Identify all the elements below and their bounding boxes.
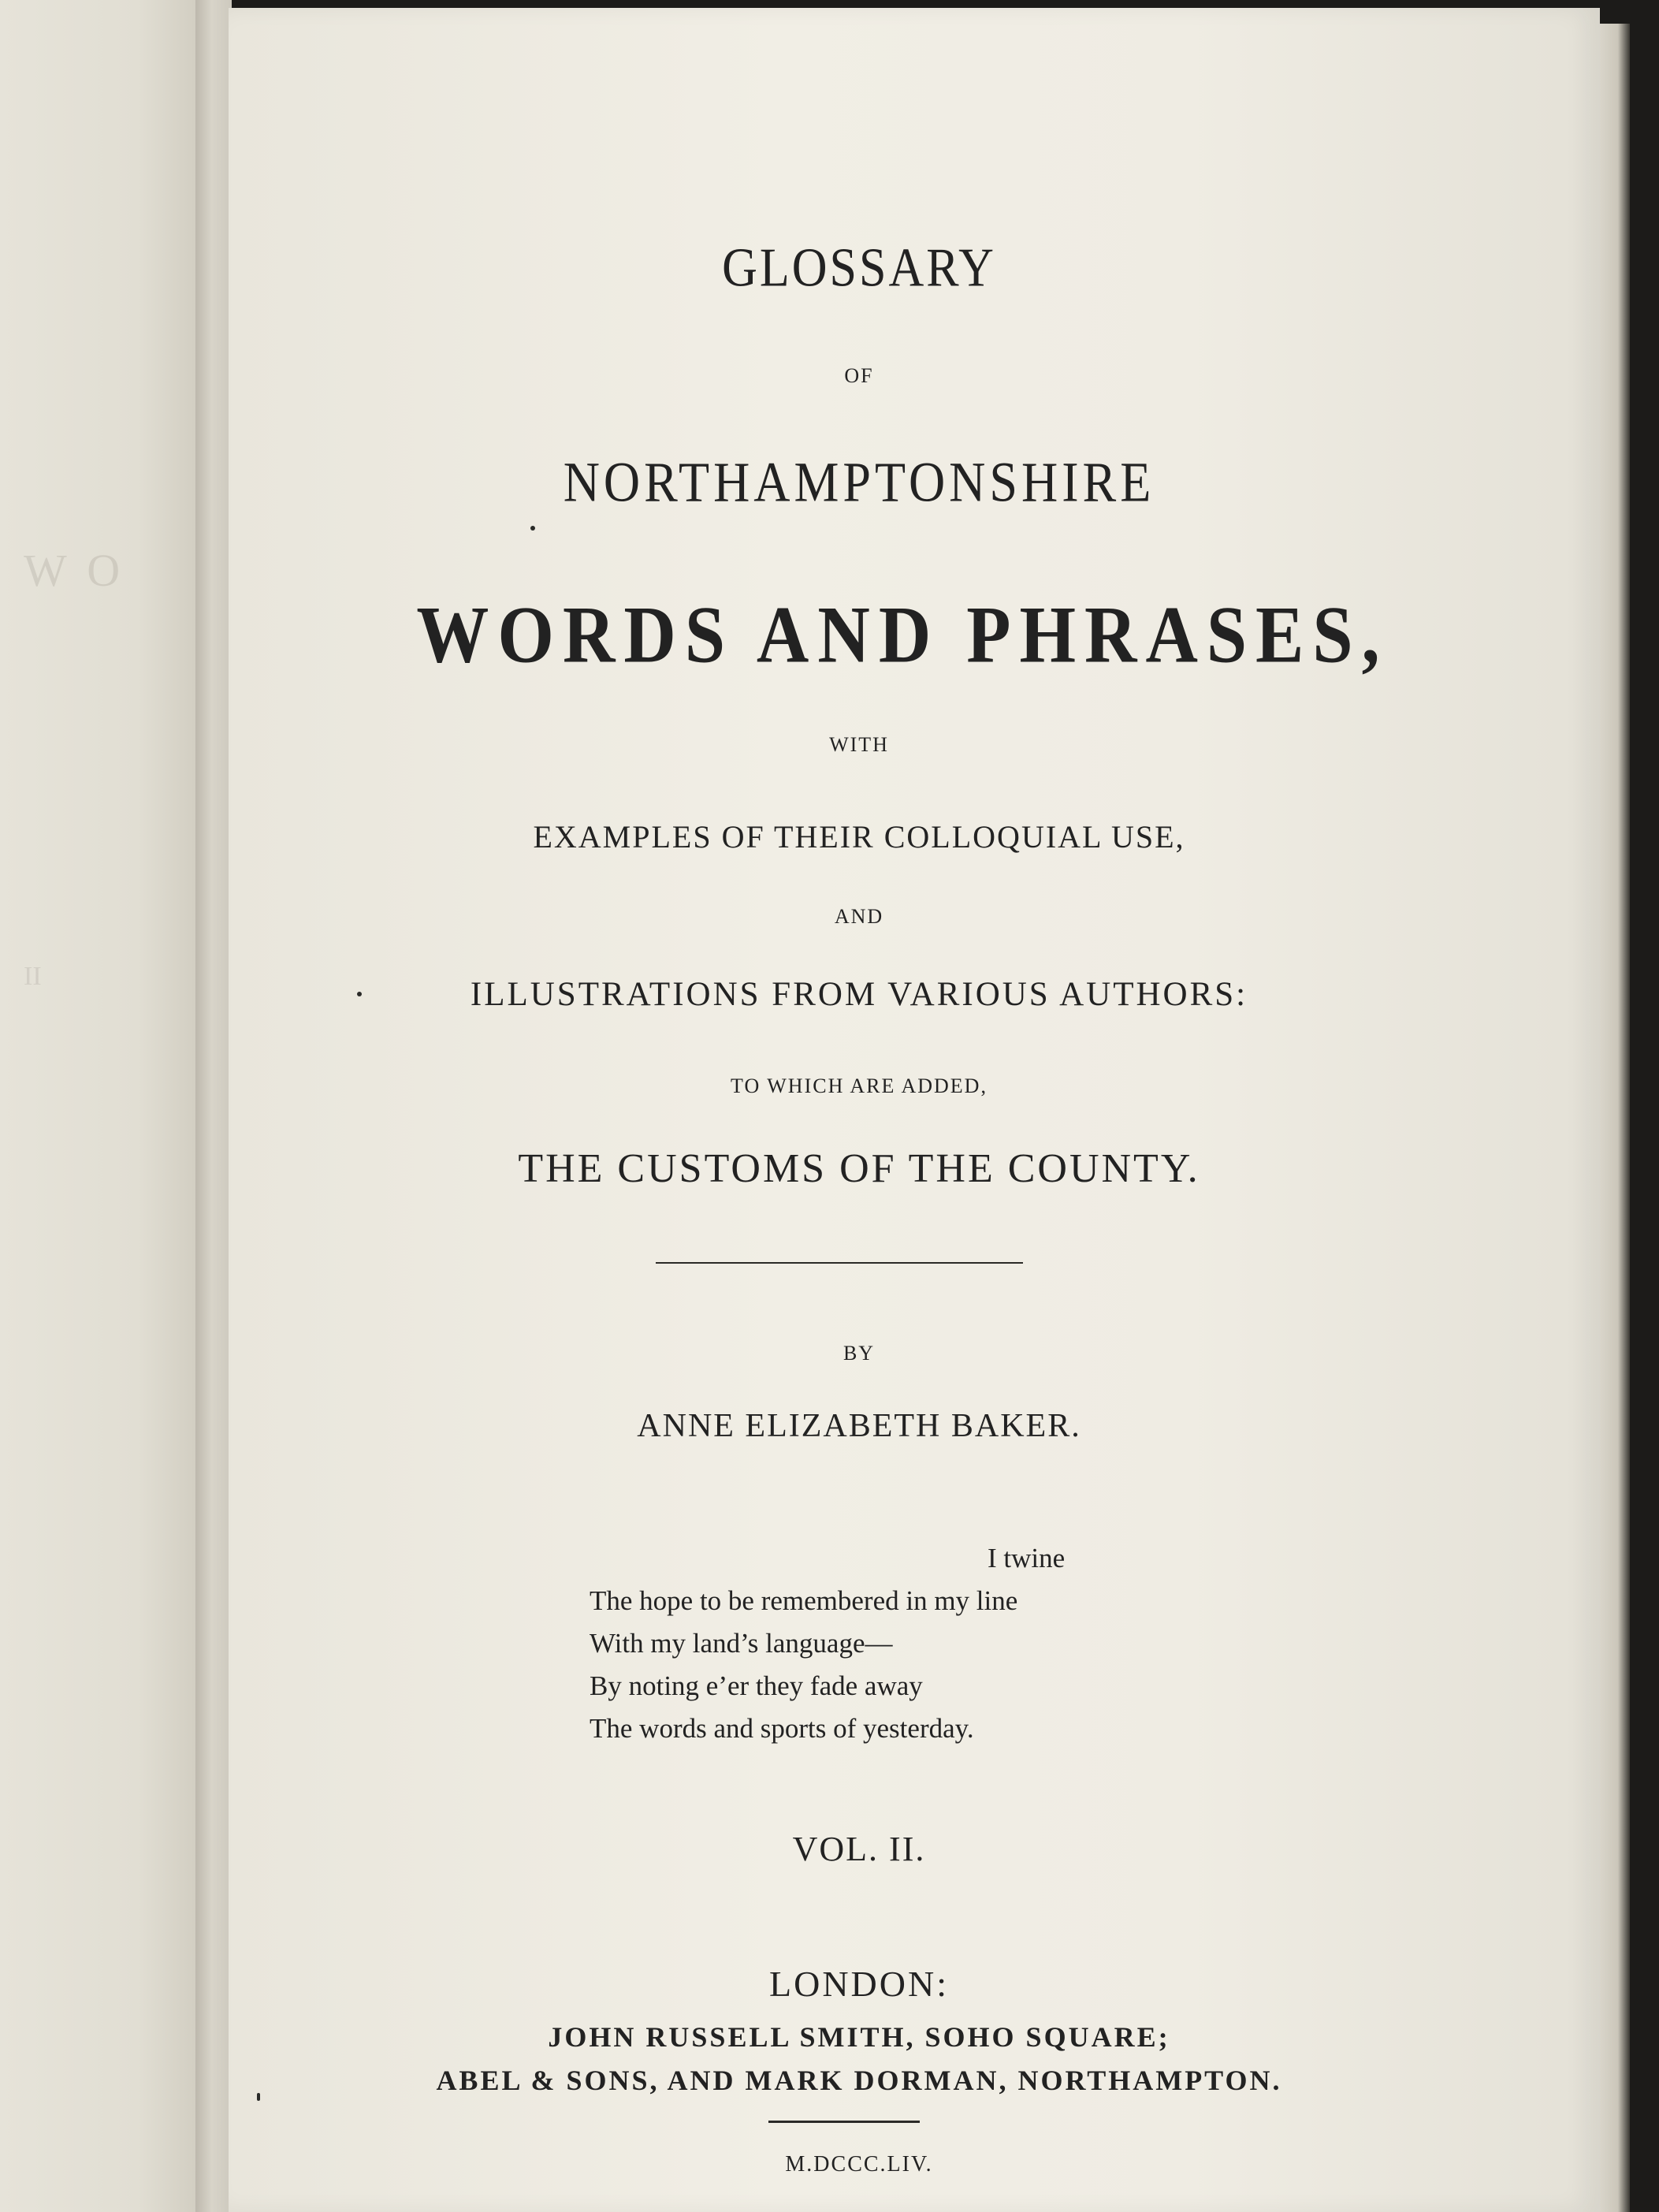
book-gutter: [195, 0, 232, 2212]
subtitle-with: WITH: [829, 733, 889, 756]
publisher-line-1: JOHN RUSSELL SMITH, SOHO SQUARE;: [548, 2021, 1170, 2053]
byline-by: BY: [843, 1342, 876, 1365]
title-glossary: GLOSSARY: [722, 237, 996, 299]
epigraph: [590, 1537, 1141, 1750]
title-northamptonshire: NORTHAMPTONSHIRE: [563, 450, 1155, 514]
title-page: [229, 8, 1600, 2212]
publication-date: M.DCCC.LIV.: [785, 2152, 933, 2177]
author-name: ANNE ELIZABETH BAKER.: [637, 1408, 1081, 1444]
title-words-and-phrases: WORDS AND PHRASES,: [416, 589, 1389, 680]
subtitle-and: AND: [834, 905, 884, 928]
publisher-line-2: ABEL & SONS, AND MARK DORMAN, NORTHAMPTON.: [436, 2065, 1282, 2096]
subtitle-customs: THE CUSTOMS OF THE COUNTY.: [518, 1146, 1200, 1191]
imprint-rule: [768, 2121, 920, 2123]
imprint-city: LONDON:: [769, 1964, 949, 2004]
show-through-text: W O: [24, 545, 125, 596]
volume-number: VOL. II.: [792, 1830, 926, 1868]
epigraph-line: The hope to be remembered in my line: [590, 1585, 1018, 1616]
epigraph-line: The words and sports of yesterday.: [590, 1713, 974, 1744]
subtitle-examples: EXAMPLES OF THEIR COLLOQUIAL USE,: [533, 819, 1185, 855]
epigraph-line: With my land’s language—: [590, 1628, 893, 1659]
ink-speck: [530, 526, 535, 531]
epigraph-line: I twine: [988, 1543, 1066, 1573]
title-of: OF: [844, 364, 874, 387]
divider-rule: [656, 1262, 1023, 1264]
subtitle-illustrations: ILLUSTRATIONS FROM VARIOUS AUTHORS:: [470, 976, 1248, 1013]
epigraph-line: By noting e’er they fade away: [590, 1670, 923, 1701]
facing-page: [0, 0, 197, 2212]
ink-speck: [257, 2093, 260, 2101]
subtitle-to-which: TO WHICH ARE ADDED,: [731, 1074, 988, 1097]
page-edge: [1600, 24, 1630, 2212]
show-through-text: II: [24, 962, 42, 991]
ink-speck: [357, 992, 362, 996]
